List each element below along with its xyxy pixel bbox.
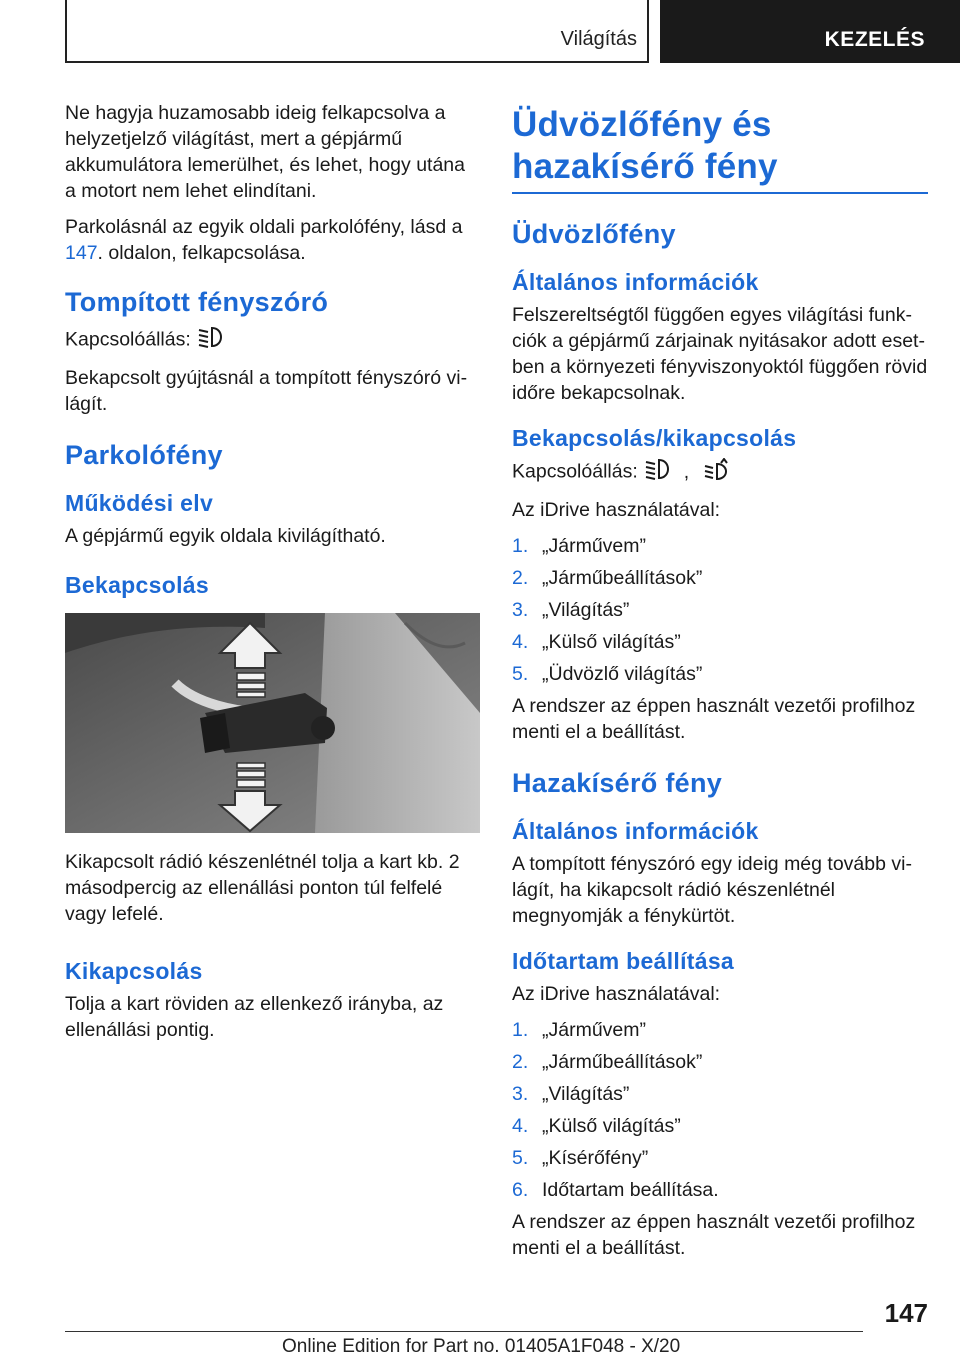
step-label: „Külső világítás” bbox=[542, 1115, 681, 1137]
header-chapter-tab bbox=[660, 0, 960, 63]
heading-on-off: Bekapcsolás/kikapcsolás bbox=[512, 425, 797, 451]
step-label: „Üdvözlő világítás” bbox=[542, 663, 703, 685]
step-number: 5. bbox=[512, 1147, 529, 1169]
header-chapter-label: KEZELÉS bbox=[824, 28, 925, 51]
page-reference-link[interactable]: 147 bbox=[65, 242, 98, 264]
menu-step bbox=[512, 597, 928, 623]
general-info-1-text: Felszereltségtől függően egyes világítási funkciók a gépjármű zárjainak nyitásakor adott esetben a környezeti fényviszonyoktól függően rövid időre bekapcsolnak. bbox=[512, 304, 928, 404]
heading-general-info-2: Általános információk bbox=[512, 818, 759, 844]
switching-off-text: Tolja a kart röviden az ellenkező irányba, az ellenállási pontig. bbox=[65, 993, 444, 1041]
menu-path-list-2 bbox=[512, 1017, 928, 1203]
heading-welcome-light: Üdvözlőfény bbox=[512, 219, 676, 249]
page-number: 147 bbox=[884, 1298, 928, 1328]
idrive-instruction-1: Az iDrive használatával: bbox=[512, 499, 721, 521]
operating-principle-text: A gépjármű egyik oldala kivilágítható. bbox=[65, 525, 386, 547]
menu-step bbox=[512, 533, 928, 559]
low-beam-switch-position: Kapcsolóállás: bbox=[65, 326, 480, 355]
heading-general-info-1: Általános információk bbox=[512, 269, 759, 295]
switching-on-text: Kikapcsolt rádió készenlétnél tolja a kart kb. 2 másodpercig az ellenállási ponton túl felfelé vagy lefelé. bbox=[65, 851, 460, 925]
left-column bbox=[65, 100, 480, 1053]
profile-note-1: A rendszer az éppen használt vezetői profilhoz menti el a beállítást. bbox=[512, 695, 916, 743]
step-label: „Járművem” bbox=[542, 1019, 647, 1041]
menu-step bbox=[512, 661, 928, 687]
heading-follow-me-light: Hazakísérő fény bbox=[512, 768, 723, 798]
step-label: „Világítás” bbox=[542, 1083, 630, 1105]
step-label: „Világítás” bbox=[542, 599, 630, 621]
header-section-title: Világítás bbox=[560, 28, 637, 50]
heading-welcome-and-follow-me-light: Üdvözlőfény és hazakísérő fény bbox=[512, 105, 778, 186]
parking-reference-text: Parkolásnál az egyik oldali parkolófény, lásd a 147. oldalon, felkapcsolása. bbox=[65, 216, 463, 264]
menu-step bbox=[512, 1177, 928, 1203]
on-off-switch-position: Kapcsolóállás: , bbox=[512, 458, 928, 487]
heading-low-beam: Tompított fényszóró bbox=[65, 287, 329, 317]
step-number: 4. bbox=[512, 631, 529, 653]
step-number: 3. bbox=[512, 1083, 529, 1105]
turn-signal-lever-illustration bbox=[65, 613, 480, 833]
heading-operating-principle: Működési elv bbox=[65, 490, 214, 516]
heading-divider bbox=[512, 192, 928, 194]
idrive-instruction-2: Az iDrive használatával: bbox=[512, 983, 721, 1005]
heading-duration-setting: Időtartam beállítása bbox=[512, 948, 735, 974]
heading-switching-off: Kikapcsolás bbox=[65, 958, 203, 984]
step-label: „Külső világítás” bbox=[542, 631, 681, 653]
step-number: 5. bbox=[512, 663, 529, 685]
step-label: „Járművem” bbox=[542, 535, 647, 557]
heading-parking-light: Parkolófény bbox=[65, 440, 223, 470]
menu-path-list-1 bbox=[512, 533, 928, 687]
profile-note-2: A rendszer az éppen használt vezetői profilhoz menti el a beállítást. bbox=[512, 1211, 916, 1259]
battery-warning-text: Ne hagyja huzamosabb ideig felkapcsolva a helyzetjelző világítást, mert a gépjármű akkumulátora lemerülhet, és lehet, hogy utána a motort nem lehet elindítani. bbox=[65, 102, 465, 202]
low-beam-description: Bekapcsolt gyújtásnál a tompított fényszóró világít. bbox=[65, 367, 468, 415]
step-label: „Járműbeállítások” bbox=[542, 567, 703, 589]
menu-step bbox=[512, 1049, 928, 1075]
menu-step bbox=[512, 629, 928, 655]
step-number: 2. bbox=[512, 567, 529, 589]
step-number: 1. bbox=[512, 535, 529, 557]
menu-step bbox=[512, 1113, 928, 1139]
menu-step bbox=[512, 565, 928, 591]
step-label: „Járműbeállítások” bbox=[542, 1051, 703, 1073]
right-column bbox=[512, 100, 928, 1271]
menu-step bbox=[512, 1081, 928, 1107]
menu-step bbox=[512, 1017, 928, 1043]
low-beam-icon bbox=[644, 458, 674, 487]
step-label: Időtartam beállítása. bbox=[542, 1179, 719, 1201]
footer-edition-text: Online Edition for Part no. 01405A1F048 - X/20 bbox=[282, 1336, 681, 1357]
step-label: „Kísérőfény” bbox=[542, 1147, 649, 1169]
step-number: 2. bbox=[512, 1051, 529, 1073]
menu-step bbox=[512, 1145, 928, 1171]
step-number: 3. bbox=[512, 599, 529, 621]
footer-divider bbox=[65, 1331, 863, 1332]
step-number: 4. bbox=[512, 1115, 529, 1137]
general-info-2-text: A tompított fényszóró egy ideig még tovább világít, ha kikapcsolt rádió készenlétnél megnyomják a fénykürtöt. bbox=[512, 853, 912, 927]
heading-switching-on: Bekapcsolás bbox=[65, 572, 209, 598]
low-beam-icon bbox=[197, 326, 227, 355]
step-number: 6. bbox=[512, 1179, 529, 1201]
automatic-headlight-icon bbox=[703, 458, 733, 487]
step-number: 1. bbox=[512, 1019, 529, 1041]
